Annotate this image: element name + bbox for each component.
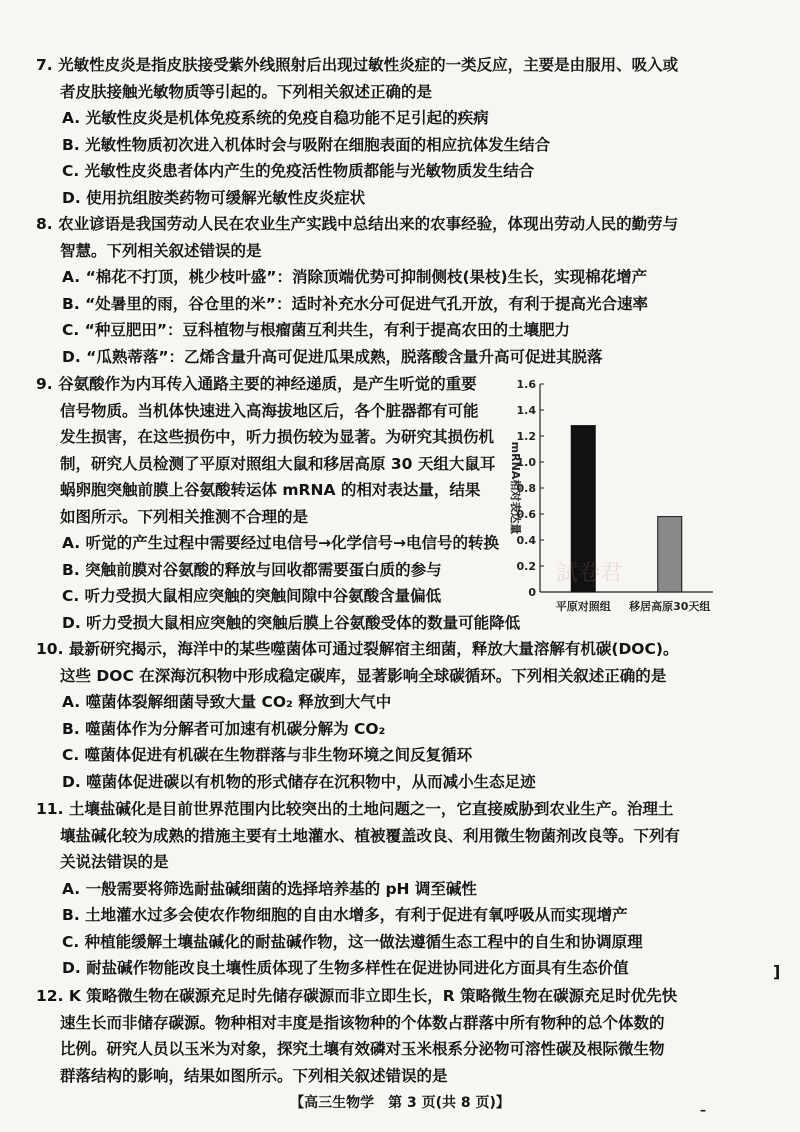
chart-category-labels [556,599,711,613]
question-12-stem-3: 比例。研究人员以玉米为对象，探究土壤有效磷对玉米根系分泌物可溶性碳及根际微生物 [60,1040,665,1058]
question-9-stem-3: 发生损害，在这些损伤中，听力损伤较为显著。为研究其损伤机 [60,428,495,446]
question-8-option-b: B. “处暑里的雨，谷仓里的米”：适时补充水分可促进气孔开放，有利于提高光合速率 [62,294,648,313]
chart-category-label: 平原对照组 [555,600,611,613]
chart-bar [658,517,682,592]
question-9-stem-2: 信号物质。当机体快速进入高海拔地区后，各个脏器都有可能 [60,401,479,420]
question-11-stem-1: 11. 土壤盐碱化是目前世界范围内比较突出的土地问题之一，它直接威胁到农业生产。治理土 [36,800,674,818]
chart-y-tick-label: 1.4 [516,404,536,417]
question-7-stem-2: 者皮肤接触光敏物质等引起的。下列相关叙述正确的是 [60,82,433,101]
question-10-option-a: A. 噬菌体裂解细菌导致大量 CO₂ 释放到大气中 [62,693,392,711]
question-7-stem-1: 7. 光敏性皮炎是指皮肤接受紫外线照射后出现过敏性炎症的一类反应，主要是由服用、吸入或 [36,56,679,74]
question-10-option-c: C. 噬菌体促进有机碳在生物群落与非生物环境之间反复循环 [62,746,473,764]
question-9-option-d: D. 听力受损大鼠相应突触的突触后膜上谷氨酸受体的数量可能降低 [62,613,521,632]
question-9-option-a: A. 听觉的产生过程中需要经过电信号→化学信号→电信号的转换 [62,534,500,552]
question-11 [36,796,756,982]
chart-y-axis-label: mRNA相对表达量 [509,441,522,535]
question-9-stem-6: 如图所示。下列相关推测不合理的是 [60,507,309,526]
question-10-option-b: B. 噬菌体作为分解者可加速有机碳分解为 CO₂ [62,719,386,738]
question-8 [36,211,756,370]
question-11-option-c: C. 种植能缓解土壤盐碱化的耐盐碱作物，这一做法遵循生态工程中的自生和协调原理 [62,932,643,951]
chart-y-tick-label: 0.8 [516,482,536,495]
question-11-stem-3: 关说法错误的是 [60,853,169,871]
chart-y-tick-label: 1.6 [516,378,536,391]
dash-mark: – [700,1103,706,1117]
chart-y-tick-label: 0.4 [516,534,536,547]
question-8-option-a: A. “棉花不打顶，桃少枝叶盛”：消除顶端优势可抑制侧枝(果枝)生长，实现棉花增产 [62,268,648,286]
question-11-stem-2: 壤盐碱化较为成熟的措施主要有土地灌水、植被覆盖改良、利用微生物菌剂改良等。下列有 [60,826,681,845]
chart-y-tick-label: 1.0 [516,456,536,469]
question-12-stem-2: 速生长而非储存碳源。物种相对丰度是指该物种的个体数占群落中所有物种的总个体数的 [60,1013,665,1032]
question-10-stem-2: 这些 DOC 在深海沉积物中形成稳定碳库，显著影响全球碳循环。下列相关叙述正确的是 [60,666,667,685]
question-7 [36,52,756,211]
question-7-option-d: D. 使用抗组胺类药物可缓解光敏性皮炎症状 [62,188,366,207]
question-7-option-b: B. 光敏性物质初次进入机体时会与吸附在细胞表面的相应抗体发生结合 [62,135,551,154]
question-10-stem-1: 10. 最新研究揭示，海洋中的某些噬菌体可通过裂解宿主细菌，释放大量溶解有机碳(DOC)。 [36,640,679,658]
watermark: 試卷君 [556,561,623,586]
question-8-option-d: D. “瓜熟蒂落”：乙烯含量升高可促进瓜果成熟，脱落酸含量升高可促进其脱落 [62,347,603,366]
question-9-option-b: B. 突触前膜对谷氨酸的释放与回收都需要蛋白质的参与 [62,560,442,579]
chart-category-label: 移居高原30天组 [629,600,711,613]
question-12-stem-4: 群落结构的影响，结果如图所示。下列相关叙述错误的是 [60,1066,448,1085]
question-12 [36,983,756,1089]
question-11-option-d: D. 耐盐碱作物能改良土壤性质体现了生物多样性在促进协同进化方面具有生态价值 [62,959,629,977]
chart-y-tick-label: 1.2 [516,430,536,443]
question-9-stem-1: 9. 谷氨酸作为内耳传入通路主要的神经递质，是产生听觉的重要 [36,375,477,393]
question-10 [36,636,756,795]
chart-y-tick-label: 0.6 [516,508,536,521]
chart-y-tick-label: 0.2 [516,560,536,573]
edge-mark: ] [773,962,781,981]
question-9-stem-4: 制，研究人员检测了平原对照组大鼠和移居高原 30 天组大鼠耳 [60,454,496,473]
question-8-stem-2: 智慧。下列相关叙述错误的是 [60,241,262,260]
page-footer: 【高三生物学 第 3 页(共 8 页)】 [290,1095,510,1111]
question-11-option-b: B. 土地灌水过多会使农作物细胞的自由水增多，有利于促进有氧呼吸从而实现增产 [62,906,628,924]
question-11-option-a: A. 一般需要将筛选耐盐碱细菌的选择培养基的 pH 调至碱性 [62,879,477,898]
question-9-stem-5: 蜗卵胞突触前膜上谷氨酸转运体 mRNA 的相对表达量，结果 [60,481,481,499]
question-9-option-c: C. 听力受损大鼠相应突触的突触间隙中谷氨酸含量偏低 [62,587,442,605]
question-8-option-c: C. “种豆肥田”：豆科植物与根瘤菌互利共生，有利于提高农田的土壤肥力 [62,321,571,339]
question-7-option-c: C. 光敏性皮炎患者体内产生的免疫活性物质都能与光敏物质发生结合 [62,162,535,180]
question-7-option-a: A. 光敏性皮炎是机体免疫系统的免疫自稳功能不足引起的疾病 [62,109,489,127]
question-12-stem-1: 12. K 策略微生物在碳源充足时先储存碳源而非立即生长，R 策略微生物在碳源充足时优先快 [36,987,678,1005]
question-10-option-d: D. 噬菌体促进碳以有机物的形式储存在沉积物中，从而减小生态足迹 [62,772,536,791]
question-8-stem-1: 8. 农业谚语是我国劳动人民在农业生产实践中总结出来的农事经验，体现出劳动人民的勤劳与 [36,215,679,233]
chart-y-tick-label: 0 [528,586,536,599]
